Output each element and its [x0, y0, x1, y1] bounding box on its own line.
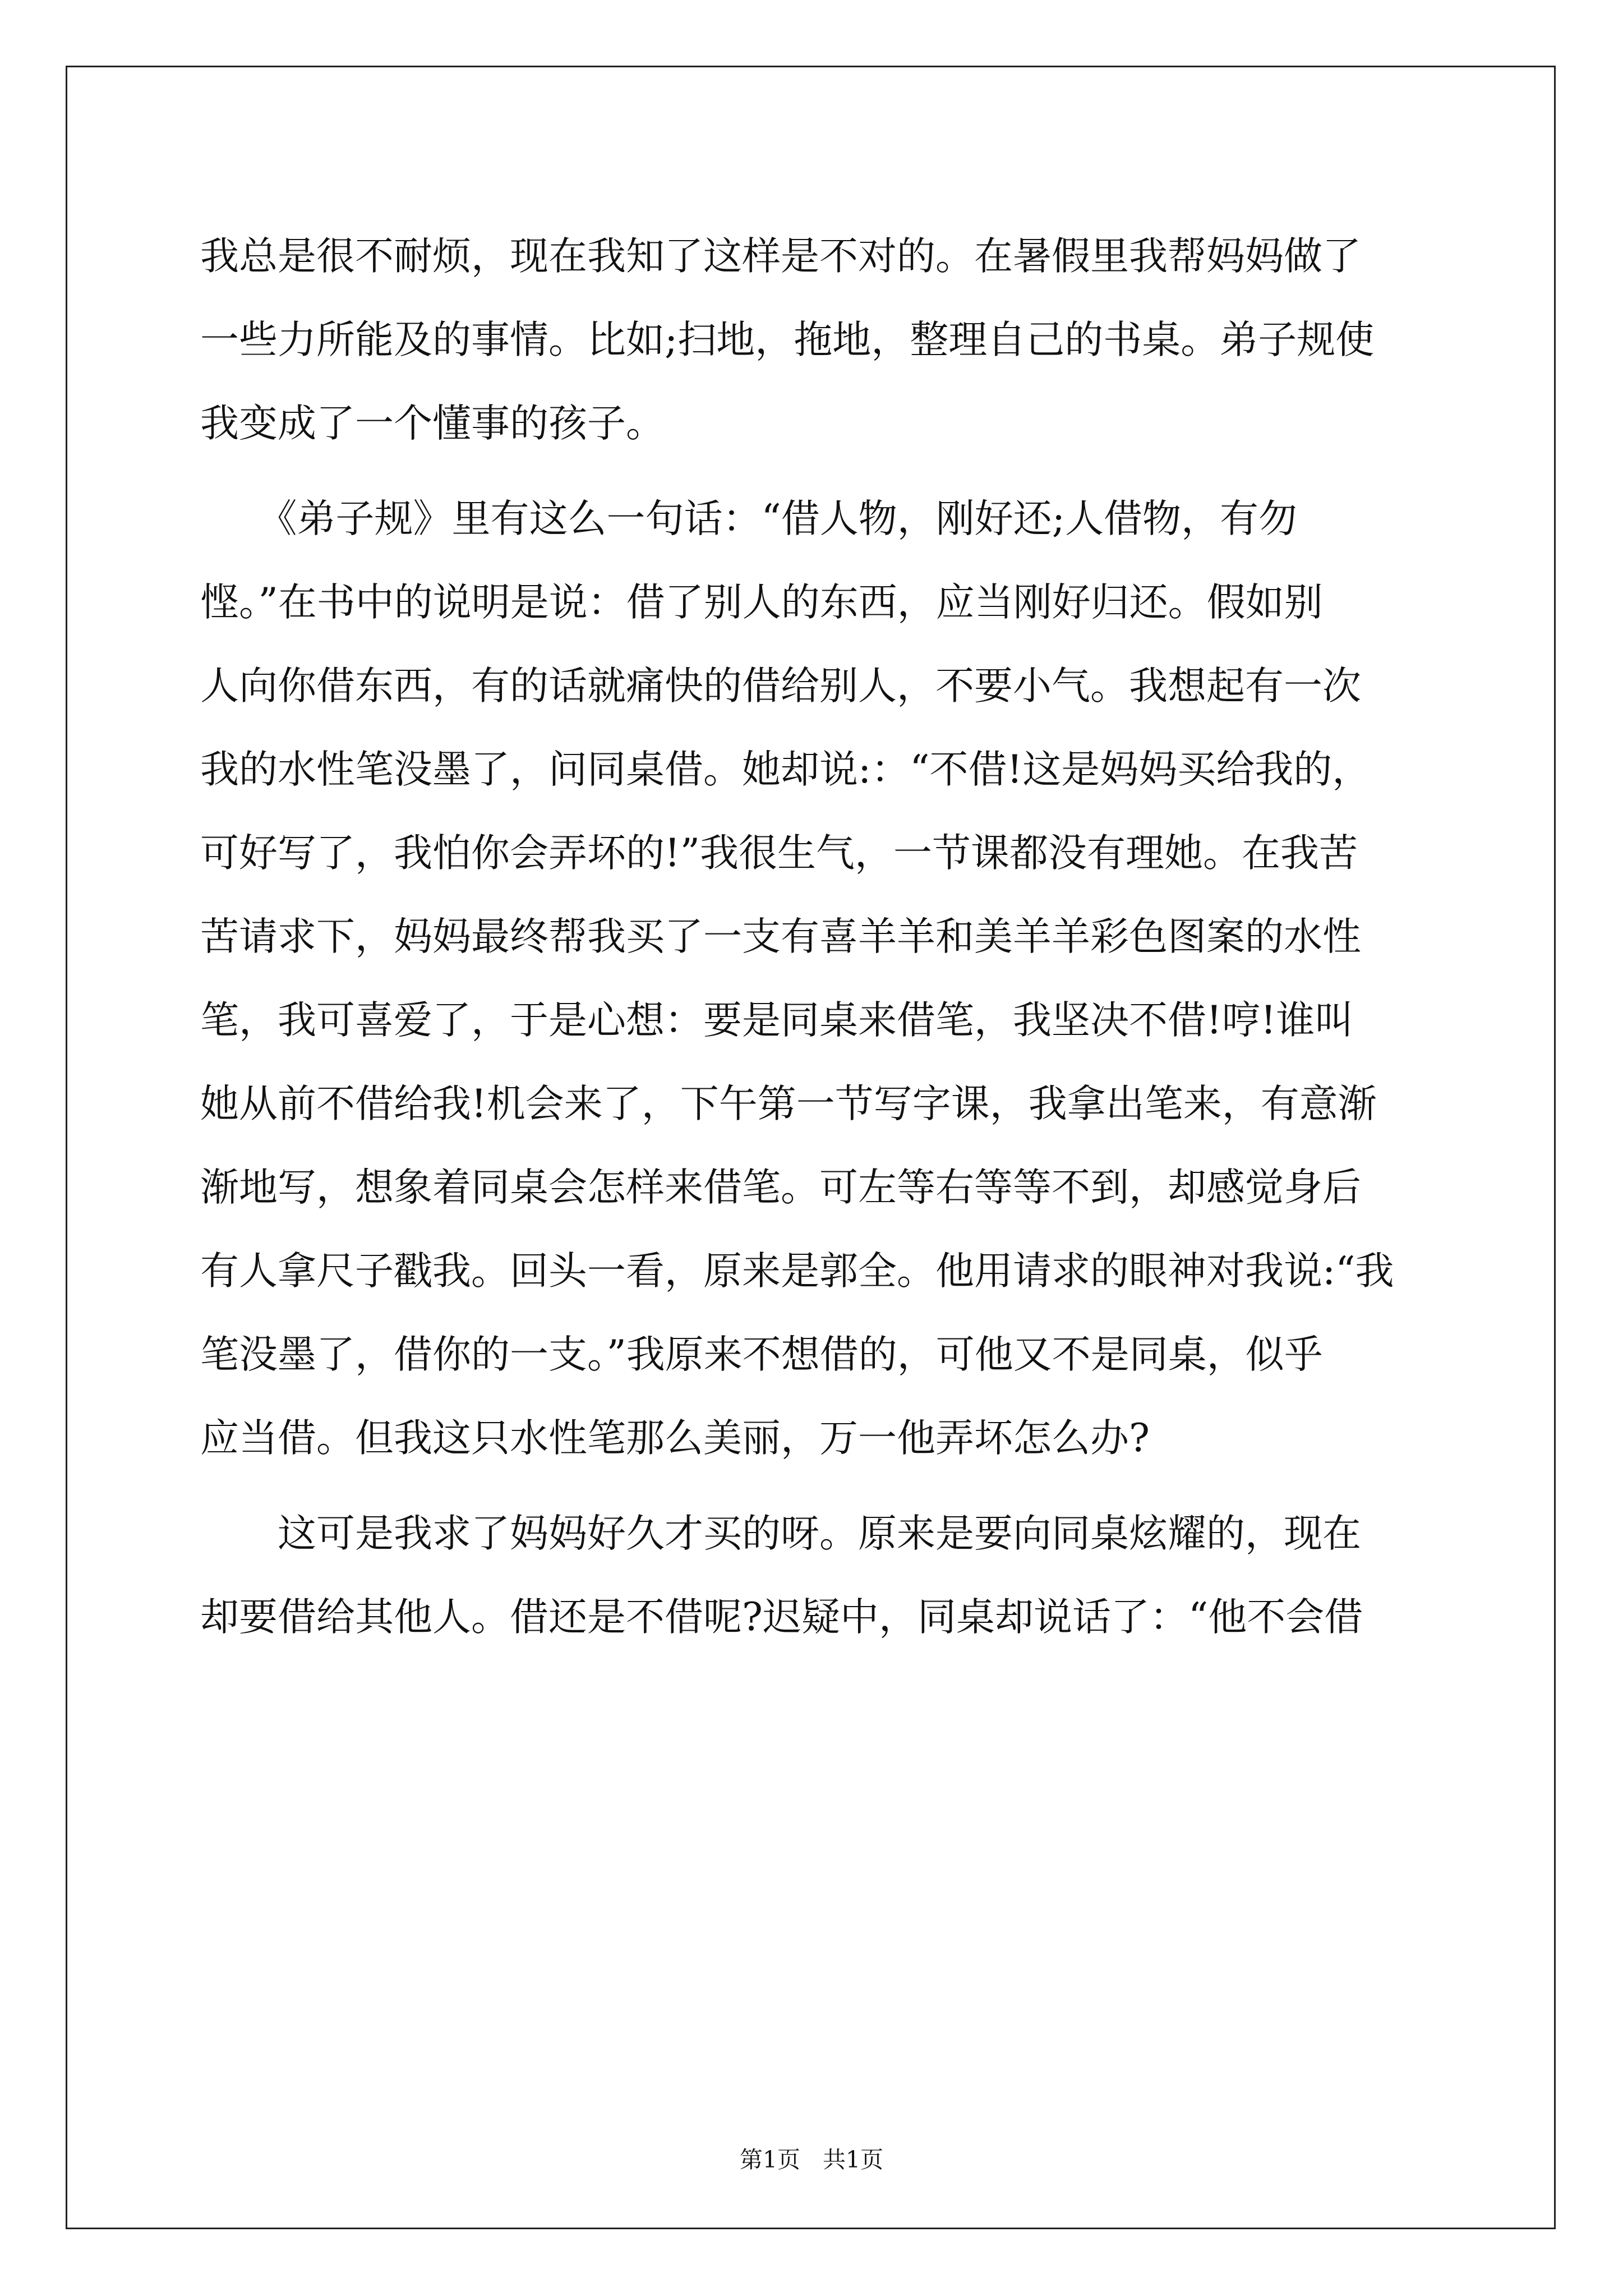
text-line: 一些力所能及的事情。比如;扫地，拖地，整理自己的书桌。弟子规使	[200, 318, 1375, 362]
text-line: 笔，我可喜爱了，于是心想：要是同桌来借笔，我坚决不借!哼!谁叫	[200, 998, 1354, 1043]
paragraph-3	[200, 1492, 1434, 1659]
text-line: 却要借给其他人。借还是不借呢?迟疑中，同桌却说话了：“他不会借	[200, 1595, 1363, 1640]
page-footer	[0, 2146, 1623, 2174]
text-line: 笔没墨了，借你的一支。”我原来不想借的，可他又不是同桌，似乎	[200, 1332, 1323, 1377]
text-line: 有人拿尺子戳我。回头一看，原来是郭全。他用请求的眼神对我说:“我	[200, 1249, 1394, 1294]
document-body	[200, 215, 1434, 1659]
text-line: 应当借。但我这只水性笔那么美丽，万一他弄坏怎么办?	[200, 1416, 1150, 1461]
text-line: 她从前不借给我!机会来了，下午第一节写字课，我拿出笔来，有意渐	[200, 1082, 1377, 1126]
text-line: 苦请求下，妈妈最终帮我买了一支有喜羊羊和美羊羊彩色图案的水性	[200, 914, 1361, 959]
page-number-current: 第1页	[739, 2146, 800, 2173]
text-line: 我的水性笔没墨了，问同桌借。她却说:：“不借!这是妈妈买给我的，	[200, 747, 1371, 792]
text-line: 悭。”在书中的说明是说：借了别人的东西，应当刚好归还。假如别	[200, 580, 1323, 625]
text-line: 我变成了一个懂事的孩子。	[200, 401, 665, 446]
text-line: 这可是我求了妈妈好久才买的呀。原来是要向同桌炫耀的，现在	[200, 1511, 1361, 1556]
text-line: 《弟子规》里有这么一句话：“借人物，刚好还;人借物，有勿	[200, 496, 1298, 541]
paragraph-1	[200, 215, 1434, 466]
text-line: 可好写了，我怕你会弄坏的!”我很生气，一节课都没有理她。在我苦	[200, 831, 1358, 876]
paragraph-2	[200, 477, 1434, 1480]
text-line: 渐地写，想象着同桌会怎样来借笔。可左等右等等不到，却感觉身后	[200, 1165, 1361, 1210]
page-number-total: 共1页	[823, 2146, 884, 2173]
text-line: 我总是很不耐烦，现在我知了这样是不对的。在暑假里我帮妈妈做了	[200, 234, 1361, 279]
text-line: 人向你借东西，有的话就痛快的借给别人，不要小气。我想起有一次	[200, 664, 1361, 708]
